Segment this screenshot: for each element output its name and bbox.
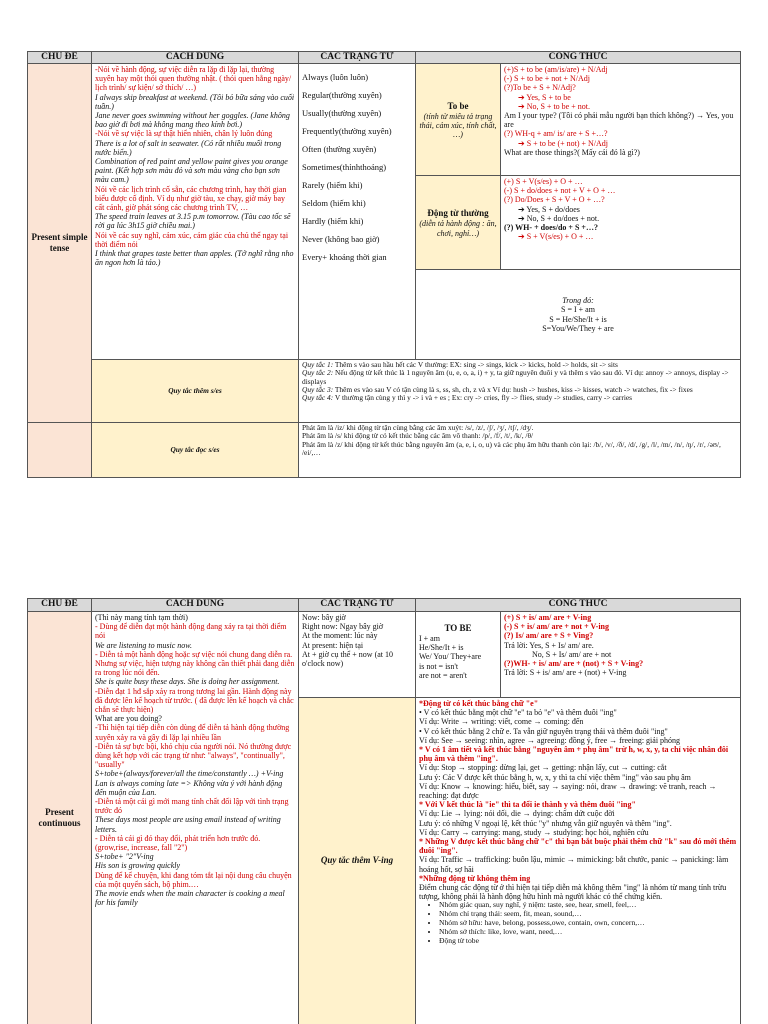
rule-s-key: Quy tắc 1:: [302, 360, 334, 369]
formula-continuous: [501, 612, 741, 698]
usage-line: (Thì này mang tính tạm thời): [95, 613, 188, 622]
usage-line: S+tobe+(always/forever/all the time/constantly …) +V-ing: [95, 769, 284, 779]
rule-s-line: [302, 369, 737, 386]
present-simple-table: [27, 51, 740, 478]
rule-ing-line: *Động từ có kết thúc bằng chữ "e": [419, 699, 539, 708]
formula-line: Am I your type? (Tôi có phải mẫu người bạn thích không?) → Yes, you are: [504, 111, 734, 130]
pronoun-line: S = I + am: [561, 305, 595, 315]
rule-ing-line: Ví dụ: Lie → lying: nói dối, die → dying: chấm dứt cuộc đời: [419, 809, 615, 819]
formula-line: (-) S + to be + not + N/Adj: [504, 74, 590, 84]
usage-line: Lan is always coming late => Không vừa ý với hành động đến muộn của Lan.: [95, 778, 283, 797]
usage-line: - Diễn tả cái gì đó thay đổi, phát triển hơn trước đó. (grow,rise, increase, fall "2"): [95, 833, 261, 853]
usage-line: -Nói về hành động, sự việc diễn ra lặp đi lặp lại, thường xuyên hay một thói quen thường nhật. ( thói quen hằng ngày/ lịch trình/ sự kiện/ sở thích/ …): [95, 65, 292, 93]
no-ing-list: [439, 901, 737, 945]
rule-ing-line: Ví dụ: Carry → carrying: mang, study → studying: học hỏi, nghiên cứu: [419, 827, 649, 837]
usage-line: -Diễn tả một cái gì mới mang tính chất đối lập với tình trạng trước đó: [95, 797, 289, 816]
usage-line: - Diễn tả một hành động hoặc sự việc nói chung đang diễn ra. Nhưng sự việc, hiện tượng này không cần thiết phải đang diễn ra trong lúc nói đến.: [95, 649, 295, 678]
header-adverbs: CÁC TRẠNG TỪ: [299, 52, 416, 64]
adverb-item: Sometimes(thỉnhthoảng): [302, 162, 387, 172]
rule-ing-line: Lưu ý: có những V ngoại lệ, kết thúc "y" nhưng vẫn giữ nguyên và thêm "ing".: [419, 818, 672, 828]
usage-line: I always skip breakfast at weekend. (Tôi bỏ bữa sáng vào cuối tuần.): [95, 92, 295, 111]
rule-s-key: Quy tắc 3:: [302, 384, 334, 394]
usage-line: Dùng để kể chuyện, khi đang tóm tắt lại nội dung câu chuyện của một quyển sách, bộ phim.…: [95, 870, 292, 889]
verb-label: Động từ thường: [427, 208, 489, 219]
rule-read-label: Quy tắc đọc s/es: [92, 423, 299, 478]
usage-line: She is quite busy these days. She is doing her assignment.: [95, 677, 280, 687]
header-formula: CÔNG THỨC: [416, 52, 741, 64]
rule-s-text: Thêm es vào sau V có tận cùng là s, ss, sh, ch, z và x Ví dụ: hush -> hushes, kiss -> kisses, watch -> watches, fix -> fixes: [333, 384, 693, 394]
subject-present-continuous: Present continuous: [28, 612, 92, 1024]
rule-ing-line: * Những V được kết thúc bằng chữ "c" thì bạn bắt buộc phải thêm chữ "k" sau đó mới thêm đuôi "ing".: [419, 837, 737, 856]
adverb-item: At the moment: lúc này: [302, 631, 378, 641]
header-usage-2: CÁCH DÙNG: [92, 599, 299, 612]
formula-line: (?) Do/Does + S + V + O + …?: [504, 195, 605, 205]
adverb-item: Every+ khoảng thời gian: [302, 252, 387, 262]
adverb-item: Frequently(thường xuyên): [302, 126, 392, 136]
tobe-label: To be: [447, 100, 469, 111]
rule-s-text: V thường tận cùng y thì y -> i và + es ; Ex: cry -> cries, fly -> flies, study -> studies, carry -> carries: [333, 393, 633, 403]
rule-ing-line: Điểm chung các động từ ở thì hiện tại tiếp diễn mà không thêm "ing" là nhóm từ mang tính trừu tượng, không phải là hành động hữu hình mà người khác có thể chứng kiến.: [419, 883, 727, 902]
usage-line: What are you doing?: [95, 714, 162, 724]
rule-s-text: Nếu động từ kết thúc là 1 nguyên âm (u, e, o, a, i) + y, ta giữ nguyên đuôi y và thêm s vào sau đó. Ví dụ: annoy -> annoys, display -> displays: [302, 368, 729, 386]
usage-line: Nói về các lịch trình cố sẵn, các chương trình, hay thời gian biểu được cố định. Ví dụ như giờ tàu, xe chạy, giờ máy bay cất cánh, giờ phát sóng các chương trình TV, …: [95, 184, 287, 213]
formula-line: (?) WH-q + am/ is/ are + S +…?: [504, 129, 608, 139]
usage-line: -Nói về sự việc là sự thật hiển nhiên, chân lý luôn đúng: [95, 129, 273, 139]
rule-read-line: Phát âm là /s/ khi động từ có kết thúc bằng các âm vô thanh: /p/, /f/, /t/, /k/, /θ/: [302, 431, 534, 441]
adverb-item: Regular(thường xuyên): [302, 90, 382, 100]
header-usage: CÁCH DÙNG: [92, 52, 299, 64]
formula-line: (+) S + is/ am/ are + V-ing: [504, 613, 592, 622]
formula-line: (+) S + V(s/es) + O + …: [504, 177, 583, 186]
usage-line: -Diễn tả sự bực bội, khó chịu của người nói. Nó thường được dùng kết hợp với các trạng từ như: "always", "continually", "usually": [95, 741, 292, 770]
formula-line: ➔ Yes, S + to be: [518, 92, 571, 102]
usage-line: We are listening to music now.: [95, 640, 193, 650]
rule-s-key: Quy tắc 4:: [302, 393, 334, 403]
verb-formula: [501, 176, 741, 270]
formula-line: ➔ No, S + to be + not.: [518, 101, 590, 111]
no-ing-item: • Nhóm sở hữu: have, belong, possess,owe, contain, own, concern,…: [439, 919, 737, 928]
rule-read-body: [299, 423, 741, 478]
no-ing-item: • Động từ tobe: [439, 937, 737, 946]
tobe-line: I + am: [419, 634, 440, 643]
rule-ing-line: • V có kết thúc bằng 2 chữ e. Ta vẫn giữ nguyên trạng thái và thêm đuôi "ing": [419, 726, 668, 736]
usage-line: These days most people are using email instead of writing letters.: [95, 815, 281, 834]
formula-line: Trả lời: S + is/ am/ are + (not) + V-ing: [504, 668, 627, 678]
usage-line: -Thì hiện tại tiếp diễn còn dùng để diễn tả hành động thường xuyên xảy ra và gây đi lặp lại nhiều lần: [95, 723, 290, 742]
subject-present-simple: Present simple tense: [28, 64, 92, 423]
formula-line: (-) S + do/does + not + V + O + …: [504, 186, 616, 196]
usage-present-simple: [92, 64, 299, 360]
rule-ing-line: • V có kết thúc bằng một chữ "e" ta bỏ "e" và thêm đuôi "ing": [419, 708, 617, 718]
adverb-item: Usually(thường xuyên): [302, 108, 382, 118]
formula-line: What are those things?( Mấy cái đó là gì?): [504, 147, 640, 157]
rule-ing-line: * Với V kết thúc là "ie" thì ta đổi ie thành y và thêm đuôi "ing": [419, 800, 636, 810]
rule-s-body: [299, 360, 741, 423]
tobe-cell: [416, 64, 501, 176]
rule-ing-line: Ví dụ: Stop → stopping: dừng lại, get → getting: nhận lấy, cut → cutting: cắt: [419, 763, 667, 773]
adverb-item: Never (không bao giờ): [302, 234, 380, 244]
formula-line: No, S + Is/ am/ are + not: [532, 649, 612, 659]
formula-line: (+)S + to be (am/is/are) + N/Adj: [504, 65, 608, 74]
formula-line: (?) WH- + does/do + S +…?: [504, 223, 598, 233]
verb-cell: [416, 176, 501, 270]
rule-ing-line: Ví dụ: Know → knowing: hiểu, biết, say → saying: nói, draw → drawing: vẽ tranh, reach → reaching: đạt được: [419, 781, 717, 801]
present-continuous-table: [27, 598, 740, 1024]
rule-s-text: Thêm s vào sau hầu hết các V thường: EX: sing -> sings, kick -> kicks, hold -> holds, sit -> sits: [333, 360, 618, 369]
usage-line: There is a lot of salt in seawater. (Có rất nhiều muối trong nước biển.): [95, 138, 282, 157]
rule-ing-line: Lưu ý: Các V được kết thúc bằng h, w, x, y thì ta chỉ việc thêm "ing" vào sau phụ âm: [419, 772, 691, 782]
adverb-item: At present: hiện tại: [302, 640, 364, 650]
rule-ing-line: * V có 1 âm tiết và kết thúc bằng "nguyên âm + phụ âm" trừ h, w, x, y, ta chỉ việc nhân đôi phụ âm và thêm "ing".: [419, 745, 729, 764]
usage-line: The speed train leaves at 3.15 p.m tomorrow. (Tàu cao tốc sẽ rời ga lúc 3h15 giờ chiều mai.): [95, 212, 291, 231]
adverb-item: Often (thường xuyên): [302, 144, 377, 154]
usage-line: Jane never goes swimming without her goggles. (Jane không bao giờ đi bơi mà không mang theo kính bơi.): [95, 111, 290, 130]
pronoun-line: S = He/She/It + is: [549, 314, 607, 324]
usage-line: -Diễn đạt 1 hđ sắp xảy ra trong tương lai gần. Hành động này đã được lên kế hoạch từ trước. ( đã được lên kế hoạch và chắc chắn sẽ thực hiện): [95, 686, 294, 715]
adverb-item: Rarely (hiếm khi): [302, 180, 363, 190]
rule-s-line: [302, 394, 737, 402]
no-ing-item: • Nhóm giác quan, suy nghĩ, ý niệm: taste, see, hear, smell, feel,…: [439, 901, 737, 910]
usage-line: Combination of red paint and yellow paint gives you orange paint. (Kết hợp sơn màu đỏ và sơn màu vàng cho bạn sơn màu cam.): [95, 157, 288, 185]
rule-s-key: Quy tắc 2:: [302, 368, 334, 378]
rule-ing-label: Quy tắc thêm V-ing: [299, 698, 416, 1024]
rule-read-line: Phát âm là /z/ khi động từ kết thúc bằng nguyên âm (a, e, i, o, u) và các phụ âm hữu thanh còn lại: /b/, /v/, /ð/, /d/, /g/, /l/, /m/, /n/, /ŋ/, /r/, /əʊ/, /ei/,…: [302, 439, 721, 457]
tobe-desc: (tính từ miêu tả trạng thái, cảm xúc, tính chất, …): [419, 111, 497, 140]
verb-desc: (diễn tả hành động : ăn, chơi, nghỉ…): [419, 219, 497, 238]
adverb-item: Now: bây giờ: [302, 613, 346, 622]
formula-line: ➔ S + to be (+ not) + N/Adj: [518, 138, 609, 148]
tobe-formula: [501, 64, 741, 176]
formula-line: ➔ No, S + do/does + not.: [518, 213, 600, 223]
header-adverbs-2: CÁC TRẠNG TỪ: [299, 599, 416, 612]
usage-line: - Dùng để diễn đạt một hành động đang xảy ra tại thời điểm nói: [95, 622, 287, 641]
rule-ing-line: Ví dụ: Write → writing: viết, come → coming: đến: [419, 717, 584, 727]
rule-read-line: Phát âm là /iz/ khi động từ tận cùng bằng các âm xuýt: /s/, /z/, /ʃ/, /ʒ/, /tʃ/, /dʒ/.: [302, 423, 534, 432]
rule-ing-line: Ví dụ: Traffic → trafficking: buôn lậu, mimic → mimicking: bắt chước, panic → panicking: làm hoảng hốt, sợ hãi: [419, 855, 729, 874]
rule-ing-body: [416, 698, 741, 1024]
usage-line: His son is growing quickly: [95, 861, 181, 871]
header-subject-2: CHỦ ĐỀ: [28, 599, 92, 612]
no-ing-item: • Nhóm sở thích: like, love, want, need,…: [439, 928, 737, 937]
tobe-line: He/She/It + is: [419, 643, 464, 653]
rule-s-label: Quy tắc thêm s/es: [92, 360, 299, 423]
header-formula-2: CÔNG THỨC: [416, 599, 741, 612]
header-subject: CHỦ ĐỀ: [28, 52, 92, 64]
usage-line: I think that grapes taste better than apples. (Tớ nghĩ rằng nho ăn ngon hơn là táo.): [95, 249, 294, 268]
adverb-item: Hardly (hiếm khi): [302, 216, 364, 226]
formula-line: Trả lời: Yes, S + Is/ am/ are.: [504, 640, 594, 650]
adverb-item: Right now: Ngay bây giờ: [302, 622, 384, 632]
no-ing-item: • Nhóm chỉ trạng thái: seem, fit, mean, sound,…: [439, 910, 737, 919]
formula-line: ➔ Yes, S + do/does: [518, 204, 580, 214]
usage-line: S+tobe+ "2"V-ing: [95, 852, 154, 862]
tobe-line: are not = aren't: [419, 670, 467, 680]
adverb-item: Always (luôn luôn): [302, 72, 369, 82]
adverbs-present-simple: [299, 64, 416, 360]
usage-present-continuous: [92, 612, 299, 1024]
rule-ing-line: *Những động từ không thêm ing: [419, 873, 531, 883]
rule-ing-line: Ví dụ: See → seeing: nhìn, agree → agreeing: đồng ý, free → freeing: giải phóng: [419, 735, 681, 745]
usage-line: Nói về các suy nghĩ, cảm xúc, cảm giác của chủ thể ngay tại thời điểm nói: [95, 230, 289, 249]
tobe-line: is not = isn't: [419, 661, 459, 671]
formula-line: (?)WH- + is/ am/ are + (not) + S + V-ing?: [504, 659, 644, 669]
tobe-label-continuous: TO BE: [444, 623, 472, 633]
adverb-item: Seldom (hiếm khi): [302, 198, 366, 208]
tobe-cell-continuous: [416, 612, 501, 698]
adverb-item: At + giờ cụ thể + now (at 10 o'clock now): [302, 649, 394, 669]
formula-line: ➔ S + V(s/es) + O + …: [518, 232, 594, 242]
pronoun-note: [416, 270, 741, 360]
usage-line: The movie ends when the main character is cooking a meal for his family: [95, 889, 285, 908]
pronoun-line: Trong đó:: [562, 296, 594, 306]
tobe-line: We/ You/ They+are: [419, 652, 482, 662]
formula-line: (?)To be + S + N/Adj?: [504, 83, 576, 93]
formula-line: (-) S + is/ am/ are + not + V-ing: [504, 622, 610, 632]
formula-line: (?) Is/ am/ are + S + Ving?: [504, 631, 594, 641]
pronoun-line: S=You/We/They + are: [542, 323, 614, 333]
adverbs-present-continuous: [299, 612, 416, 698]
